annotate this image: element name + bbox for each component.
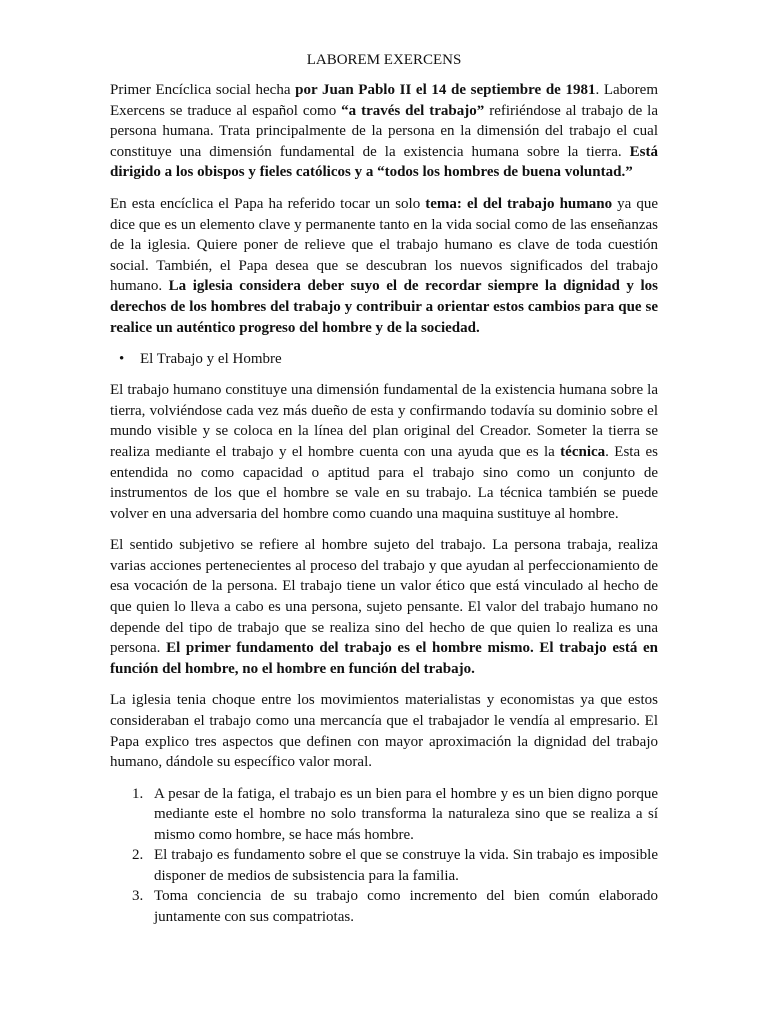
list-item-text: A pesar de la fatiga, el trabajo es un bien para el hombre y es un bien digno porque mediante este el hombre no solo transforma la naturaleza sino que se realiza a sí mismo como hombre, se hace más hombre. — [154, 785, 658, 843]
document-title: LABOREM EXERCENS — [306, 52, 462, 68]
list-item — [110, 784, 658, 846]
list-item-number: 1. — [132, 785, 144, 802]
intro-text-2: . Laborem Exercens se traduce al español como — [110, 82, 658, 119]
list-item-number: 2. — [132, 847, 144, 864]
intro-bold-translation: “a través del trabajo” — [341, 102, 485, 119]
bullet-icon: • — [119, 351, 125, 368]
work-man-paragraph — [110, 380, 658, 524]
intro-bold-audience: Está dirigido a los obispos y fieles católicos y a “todos los hombres de buena voluntad.” — [110, 143, 658, 181]
intro-bold-author-date: por Juan Pablo II el 14 de septiembre de 1981 — [295, 82, 596, 98]
list-item-text: El trabajo es fundamento sobre el que se construye la vida. Sin trabajo es imposible disponer de medios de subsistencia para la familia. — [154, 847, 658, 884]
work-man-bold-technique: técnica — [560, 443, 606, 460]
work-man-text-2: . Esta es entendida no como capacidad o aptitud para el trabajo sino como un conjunto de instrumentos de los que el hombre se vale en su trabajo. La técnica también se puede volver en una adversaria del hombre como cuando una maquina sustituye al hombre. — [110, 443, 658, 522]
theme-paragraph — [110, 194, 658, 338]
list-item — [110, 845, 658, 886]
church-text: La iglesia tenia choque entre los movimientos materialistas y economistas ya que estos consideraban el trabajo como una mercancía que el trabajador le vendía al empresario. El Papa explico tres aspectos que definen con mayor aproximación la dignidad del trabajo humano, dándole su específico valor moral. — [110, 692, 658, 771]
section-heading: El Trabajo y el Hombre — [140, 351, 282, 368]
list-item-number: 3. — [132, 888, 144, 905]
section-bullet-list — [110, 349, 658, 369]
work-man-text-1: El trabajo humano constituye una dimensión fundamental de la existencia humana sobre la tierra, volviéndose cada vez más dueño de esta y confirmando todavía su dominio sobre el mundo visible y se coloca en la línea del plan original del Creador. Someter la tierra se realiza mediante el trabajo y el hombre cuenta con una ayuda que es la — [110, 382, 658, 460]
list-item — [110, 886, 658, 927]
subjective-text-1: El sentido subjetivo se refiere al hombre sujeto del trabajo. La persona trabaja, realiza varias acciones pertenecientes al proceso del trabajo y que ayudan al perfeccionamiento de esa vocación de la persona. El trabajo tiene un valor ético que está vinculado al hecho de que quien lo lleva a cabo es una persona, sujeto pensante. El valor del trabajo humano no depende del tipo de trabajo que se realiza sino del hecho de que quien lo realiza es una persona. — [110, 537, 658, 657]
aspects-numbered-list — [110, 784, 658, 928]
theme-bold-church-duty: La iglesia considera deber suyo el de recordar siempre la dignidad y los derechos de los hombres del trabajo y contribuir a orientar estos cambios para que se realice un auténtico progreso del hombre y de la sociedad. — [110, 278, 658, 336]
theme-bold-topic: tema: el del trabajo humano — [425, 195, 613, 212]
document-page — [110, 50, 658, 927]
list-item-text: Toma conciencia de su trabajo como incremento del bien común elaborado juntamente con sus compatriotas. — [154, 888, 658, 925]
church-paragraph — [110, 690, 658, 772]
intro-text-1: Primer Encíclica social hecha — [110, 82, 296, 98]
intro-text-3: refiriéndose al trabajo de la persona humana. Trata principalmente de la persona en la dimensión del trabajo el cual constituye una dimensión fundamental de la existencia humana sobre la tierra. — [110, 102, 658, 160]
theme-text-1: En esta encíclica el Papa ha referido tocar un solo — [110, 195, 426, 212]
subjective-paragraph — [110, 535, 658, 679]
section-bullet-item — [110, 349, 658, 369]
theme-text-2: ya que dice que es un elemento clave y permanente tanto en la vida social como de las enseñanzas de la iglesia. Quiere poner de relieve que el trabajo humano es clave de toda cuestión social. También, el Papa desea que se descubran los nuevos significados del trabajo humano. — [110, 195, 658, 295]
subjective-bold-foundation: El primer fundamento del trabajo es el hombre mismo. El trabajo está en función del hombre, no el hombre en función del trabajo. — [110, 640, 658, 677]
intro-paragraph — [110, 80, 658, 183]
